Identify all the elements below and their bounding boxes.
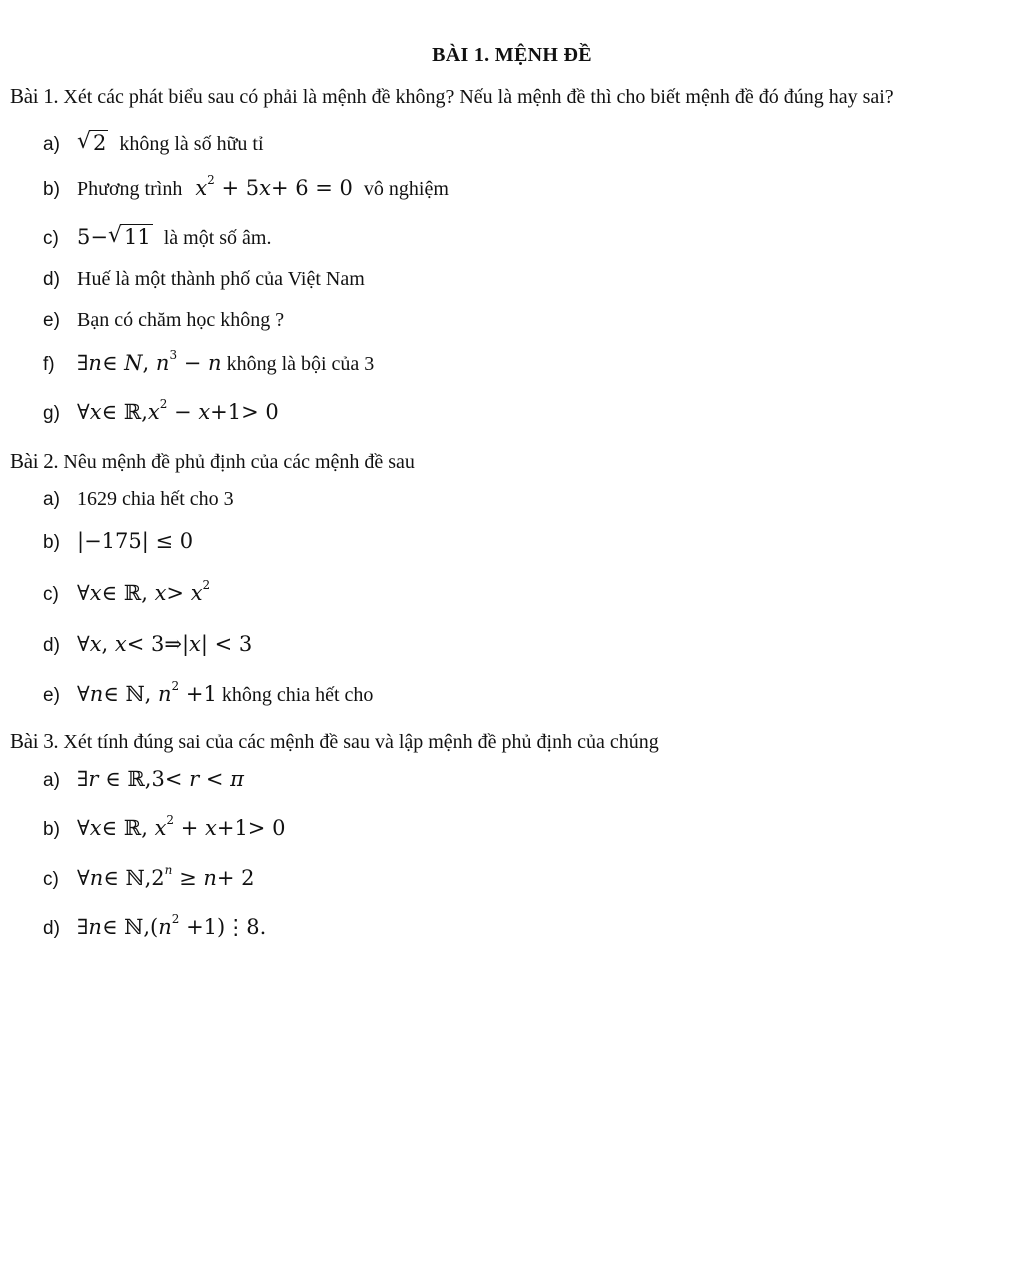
item-label: c)	[43, 869, 59, 890]
ex3-a-math: ∃r ∈ ℝ,3< r < π	[77, 767, 244, 791]
ex3-item-d	[43, 912, 267, 940]
ex3-d-math: ∃n∈ $ℕ,(n^2$ +1)⋮8.	[77, 912, 267, 939]
item-label: b)	[43, 819, 60, 840]
ex2-item-a	[43, 488, 234, 511]
item-label: g)	[43, 403, 60, 424]
ex1-f-text: không là bội của 3	[226, 353, 375, 375]
item-label: c)	[43, 584, 59, 605]
ex1-item-g	[43, 397, 279, 425]
ex1-item-b	[43, 173, 449, 201]
ex1-item-d	[43, 268, 365, 291]
ex1-b-math: $x^2 + 5x+ 6 = 0$	[195, 173, 353, 200]
item-label: a)	[43, 134, 60, 155]
exercise-1-label: Bài 1.	[10, 84, 59, 108]
page-title: BÀI 1. MỆNH ĐỀ	[432, 44, 592, 66]
ex2-e-math: ∀n∈ ℕ, $n^2 +1$	[77, 679, 217, 706]
exercise-2-heading	[10, 449, 415, 474]
ex3-item-a	[43, 767, 244, 792]
ex2-d-math: ∀x, x< 3⇒|x| < 3	[77, 632, 253, 656]
item-label: d)	[43, 269, 60, 290]
ex2-item-c	[43, 578, 211, 606]
ex3-item-c	[43, 863, 255, 891]
exercise-1-text: Xét các phát biểu sau có phải là mệnh đề không? Nếu là mệnh đề thì cho biết mệnh đề đó đúng hay sai?	[63, 86, 894, 108]
ex1-item-e	[43, 309, 284, 332]
ex2-e-text: không chia hết cho	[221, 684, 374, 706]
ex2-item-e	[43, 679, 374, 707]
item-label: a)	[43, 770, 60, 791]
ex2-item-b	[43, 529, 193, 554]
ex1-a-math: √ 2	[77, 131, 108, 155]
item-label: e)	[43, 310, 60, 331]
ex2-c-math: ∀x∈ ℝ, $x> x^2$	[77, 578, 211, 605]
ex1-d-text: Huế là một thành phố của Việt Nam	[77, 268, 365, 290]
ex3-c-math: ∀n∈ $ℕ,2^n \ge n+ 2$	[77, 863, 255, 890]
item-label: b)	[43, 179, 60, 200]
item-label: f)	[43, 354, 55, 375]
ex1-a-text: không là số hữu tỉ	[119, 133, 264, 155]
item-label: c)	[43, 228, 59, 249]
ex1-b-pre: Phương trình	[77, 178, 183, 200]
exercise-2-label: Bài 2.	[10, 449, 59, 473]
ex1-b-text: vô nghiệm	[363, 178, 449, 200]
ex1-g-math: ∀x∈ $ℝ,x^2 - x+1> 0$	[77, 397, 279, 424]
item-label: e)	[43, 685, 60, 706]
ex1-c-math: 5−√ 11	[77, 225, 153, 249]
ex3-item-b	[43, 813, 286, 841]
ex2-a-text: 1629 chia hết cho 3	[77, 488, 234, 510]
ex2-b-math: |−175| ≤ 0	[77, 529, 194, 553]
ex1-e-text: Bạn có chăm học không ?	[77, 309, 285, 331]
exercise-3-heading	[10, 729, 659, 754]
ex1-item-a	[43, 131, 264, 156]
item-label: a)	[43, 489, 60, 510]
exercise-3-text: Xét tính đúng sai của các mệnh đề sau và lập mệnh đề phủ định của chúng	[63, 731, 659, 753]
exercise-3-label: Bài 3.	[10, 729, 59, 753]
ex2-item-d	[43, 632, 252, 657]
ex1-item-c	[43, 225, 271, 250]
item-label: d)	[43, 918, 60, 939]
item-label: d)	[43, 635, 60, 656]
ex1-item-f	[43, 348, 375, 376]
exercise-2-text: Nêu mệnh đề phủ định của các mệnh đề sau	[63, 451, 415, 473]
exercise-1-heading	[10, 84, 894, 109]
ex1-c-text: là một số âm.	[163, 227, 272, 249]
item-label: b)	[43, 532, 60, 553]
ex3-b-math: ∀x∈ ℝ, $x^2 + x+1> 0$	[77, 813, 286, 840]
ex1-f-math: ∃n∈ N, $n^3 - n$	[77, 348, 222, 375]
